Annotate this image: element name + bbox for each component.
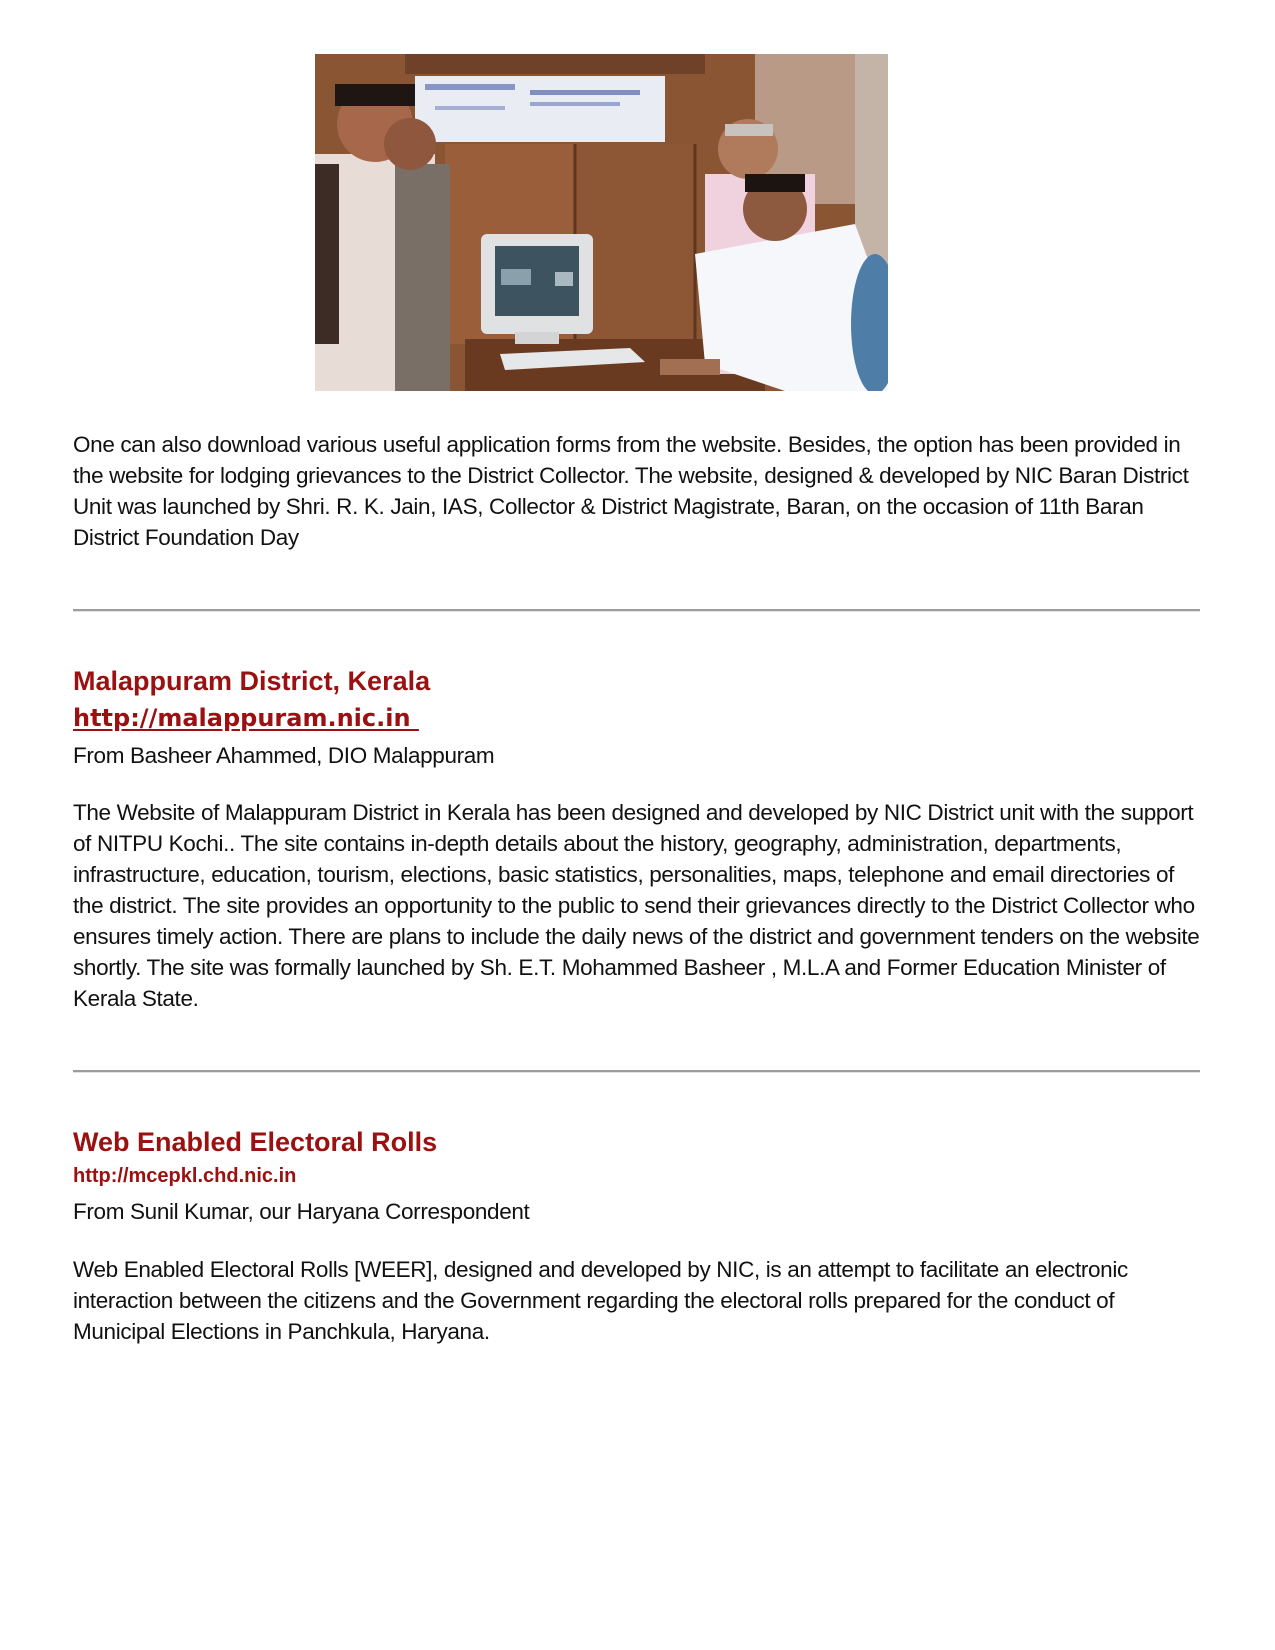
malappuram-url-link[interactable]: http://malappuram.nic.in (73, 704, 419, 732)
malappuram-paragraph: The Website of Malappuram District in Kerala has been designed and developed by NIC District unit with the support of NITPU Kochi.. The site contains in-depth details about the history, geography, administration, departments, infrastructure, education, tourism, elections, basic statistics, personalities, maps, telephone and email directories of the district. The site provides an opportunity to the public to send their grievances directly to the District Collector who ensures timely action. There are plans to include the daily news of the district and government tenders on the website shortly. The site was formally launched by Sh. E.T. Mohammed Basheer , M.L.A and Former Education Minister of Kerala State. (73, 800, 1200, 1011)
electoral-rolls-paragraph: Web Enabled Electoral Rolls [WEER], designed and developed by NIC, is an attempt to facilitate an electronic interaction between the citizens and the Government regarding the electoral rolls prepared for the conduct of Municipal Elections in Panchkula, Haryana. (73, 1257, 1128, 1344)
photo-illustration (315, 54, 888, 391)
electoral-rolls-url-link[interactable]: http://mcepkl.chd.nic.in (73, 1165, 297, 1187)
malappuram-byline: From Basheer Ahammed, DIO Malappuram (73, 743, 495, 768)
baran-paragraph: One can also download various useful application forms from the website. Besides, the option has been provided in the website for lodging grievances to the District Collector. The website, designed & developed by NIC Baran District Unit was launched by Shri. R. K. Jain, IAS, Collector & District Magistrate, Baran, on the occasion of 11th Baran District Foundation Day (73, 432, 1189, 550)
section-divider (73, 609, 1200, 612)
electoral-rolls-title: Web Enabled Electoral Rolls (73, 1127, 438, 1157)
electoral-rolls-byline: From Sunil Kumar, our Haryana Correspondent (73, 1199, 530, 1224)
malappuram-title: Malappuram District, Kerala (73, 666, 431, 696)
website-launch-photo (315, 54, 888, 391)
section-divider (73, 1070, 1200, 1073)
